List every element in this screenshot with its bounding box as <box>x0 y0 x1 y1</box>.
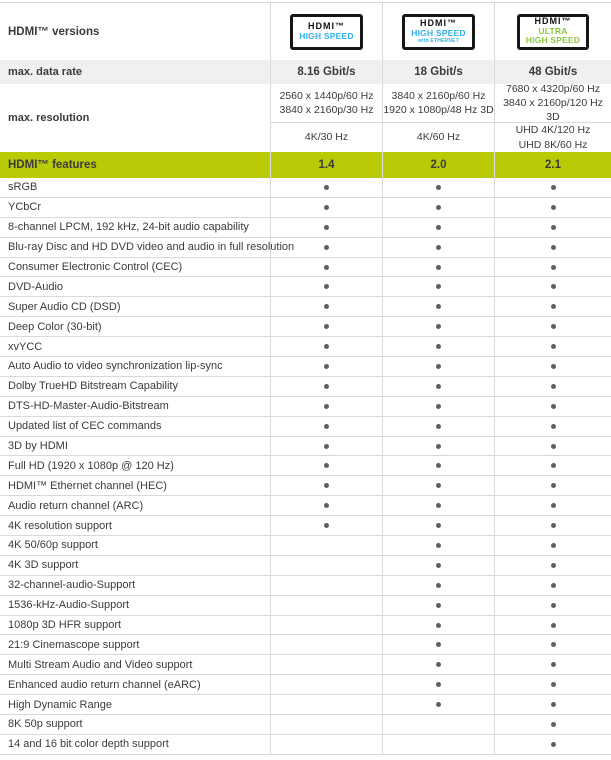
support-cell <box>270 596 382 615</box>
feature-label: YCbCr <box>8 201 42 214</box>
support-dot-icon <box>551 225 556 230</box>
feature-label: sRGB <box>8 181 38 194</box>
support-dot-icon <box>551 702 556 707</box>
support-dot-icon <box>324 265 329 270</box>
support-dot-icon <box>551 523 556 528</box>
feature-row <box>0 596 611 616</box>
support-dot-icon <box>436 324 441 329</box>
feature-row <box>0 238 611 258</box>
support-dot-icon <box>551 265 556 270</box>
support-dot-icon <box>551 463 556 468</box>
support-cell <box>494 297 611 316</box>
support-dot-icon <box>436 543 441 548</box>
support-dot-icon <box>436 702 441 707</box>
feature-row <box>0 297 611 317</box>
hdmi-logo-wordmark: HDMI™ <box>534 15 572 26</box>
support-dot-icon <box>551 205 556 210</box>
resolution-line: UHD 8K/60 Hz <box>518 138 588 151</box>
badge-speed-label: HIGH SPEED <box>299 30 354 41</box>
badge-ethernet-label: with ETHERNET <box>418 38 459 45</box>
support-dot-icon <box>551 543 556 548</box>
support-dot-icon <box>551 722 556 727</box>
support-cell <box>270 238 382 257</box>
support-cell <box>382 695 494 714</box>
support-cell <box>270 655 382 674</box>
support-cell <box>494 695 611 714</box>
support-dot-icon <box>436 205 441 210</box>
feature-label: xvYCC <box>8 340 43 353</box>
badge-speed-label: HIGH SPEED <box>525 35 581 46</box>
feature-row <box>0 377 611 397</box>
support-dot-icon <box>436 463 441 468</box>
support-cell <box>382 258 494 277</box>
resolution-line: 3840 x 2160p/60 Hz <box>391 89 486 102</box>
version-number: 1.4 <box>270 152 382 178</box>
resolution-primary-cell <box>494 84 611 122</box>
support-dot-icon <box>551 483 556 488</box>
support-cell <box>270 456 382 475</box>
support-dot-icon <box>436 682 441 687</box>
resolution-line: 3840 x 2160p/30 Hz <box>279 104 374 116</box>
support-cell <box>382 456 494 475</box>
support-cell <box>494 715 611 734</box>
support-dot-icon <box>324 503 329 508</box>
feature-row <box>0 456 611 476</box>
support-dot-icon <box>436 642 441 647</box>
hdmi-ultra-high-speed-badge <box>517 14 589 50</box>
support-cell <box>270 178 382 197</box>
support-dot-icon <box>551 324 556 329</box>
support-dot-icon <box>324 245 329 250</box>
support-dot-icon <box>551 245 556 250</box>
feature-label: Multi Stream Audio and Video support <box>8 658 193 671</box>
support-cell <box>494 596 611 615</box>
support-cell <box>382 616 494 635</box>
data-rate-row <box>0 60 611 84</box>
support-dot-icon <box>324 424 329 429</box>
feature-row <box>0 178 611 198</box>
support-cell <box>494 218 611 237</box>
support-dot-icon <box>324 404 329 409</box>
feature-row <box>0 218 611 238</box>
support-cell <box>382 178 494 197</box>
resolution-primary-cell <box>382 84 494 122</box>
support-dot-icon <box>551 185 556 190</box>
support-dot-icon <box>324 523 329 528</box>
feature-row <box>0 516 611 536</box>
feature-row <box>0 635 611 655</box>
feature-label: 8-channel LPCM, 192 kHz, 24-bit audio capability <box>8 221 249 234</box>
feature-row <box>0 417 611 437</box>
support-dot-icon <box>551 404 556 409</box>
feature-row <box>0 337 611 357</box>
support-cell <box>270 417 382 436</box>
support-dot-icon <box>551 563 556 568</box>
support-dot-icon <box>436 384 441 389</box>
feature-row <box>0 735 611 755</box>
feature-row <box>0 655 611 675</box>
feature-label: 21:9 Cinemascope support <box>8 638 140 651</box>
support-cell <box>382 317 494 336</box>
feature-row <box>0 198 611 218</box>
support-cell <box>494 556 611 575</box>
support-cell <box>494 258 611 277</box>
support-cell <box>270 377 382 396</box>
hdmi-high-speed-badge <box>290 14 362 50</box>
support-dot-icon <box>436 225 441 230</box>
support-dot-icon <box>551 742 556 747</box>
support-cell <box>494 476 611 495</box>
feature-row <box>0 556 611 576</box>
feature-label: 4K 50/60p support <box>8 539 98 552</box>
feature-row <box>0 258 611 278</box>
support-cell <box>270 735 382 754</box>
support-cell <box>494 317 611 336</box>
support-dot-icon <box>324 444 329 449</box>
support-cell <box>382 198 494 217</box>
features-body <box>0 178 611 755</box>
feature-row <box>0 357 611 377</box>
support-cell <box>494 238 611 257</box>
versions-cell-3 <box>494 3 611 60</box>
versions-row-label: HDMI™ versions <box>8 25 100 38</box>
support-dot-icon <box>551 682 556 687</box>
support-dot-icon <box>551 344 556 349</box>
support-cell <box>382 297 494 316</box>
feature-label: 32-channel-audio-Support <box>8 579 136 592</box>
support-dot-icon <box>324 324 329 329</box>
support-dot-icon <box>436 265 441 270</box>
support-cell <box>382 576 494 595</box>
support-cell <box>494 178 611 197</box>
feature-label: 4K resolution support <box>8 519 112 532</box>
support-dot-icon <box>436 563 441 568</box>
support-dot-icon <box>436 623 441 628</box>
support-cell <box>382 377 494 396</box>
support-dot-icon <box>324 364 329 369</box>
versions-cell-2 <box>382 3 494 60</box>
resolution-label: max. resolution <box>8 112 90 124</box>
version-number: 2.0 <box>382 152 494 178</box>
support-dot-icon <box>551 444 556 449</box>
support-dot-icon <box>324 344 329 349</box>
feature-row <box>0 277 611 297</box>
support-cell <box>270 616 382 635</box>
feature-row <box>0 397 611 417</box>
support-cell <box>382 556 494 575</box>
resolution-secondary-cell <box>494 122 611 152</box>
support-cell <box>494 357 611 376</box>
support-cell <box>382 437 494 456</box>
support-dot-icon <box>436 304 441 309</box>
support-cell <box>382 536 494 555</box>
support-dot-icon <box>551 424 556 429</box>
support-dot-icon <box>436 583 441 588</box>
support-cell <box>494 417 611 436</box>
support-cell <box>494 337 611 356</box>
feature-label: Enhanced audio return channel (eARC) <box>8 678 201 691</box>
resolution-line: 7680 x 4320p/60 Hz <box>506 82 600 95</box>
feature-row <box>0 576 611 596</box>
feature-row <box>0 715 611 735</box>
support-cell <box>270 397 382 416</box>
support-cell <box>494 496 611 515</box>
support-dot-icon <box>551 364 556 369</box>
support-cell <box>382 277 494 296</box>
support-dot-icon <box>436 444 441 449</box>
feature-label: 8K 50p support <box>8 718 83 731</box>
support-cell <box>270 357 382 376</box>
hdmi-comparison-table <box>0 2 611 755</box>
feature-label: Consumer Electronic Control (CEC) <box>8 261 183 273</box>
feature-label: 1080p 3D HFR support <box>8 619 122 632</box>
feature-label: Audio return channel (ARC) <box>8 499 144 512</box>
support-dot-icon <box>436 603 441 608</box>
hdmi-logo-wordmark: HDMI™ <box>308 20 345 31</box>
feature-row <box>0 695 611 715</box>
support-dot-icon <box>324 205 329 210</box>
feature-row <box>0 476 611 496</box>
support-cell <box>270 198 382 217</box>
support-cell <box>270 496 382 515</box>
support-dot-icon <box>436 503 441 508</box>
resolution-line: 1920 x 1080p/48 Hz 3D <box>383 104 494 116</box>
support-cell <box>382 337 494 356</box>
versions-row <box>0 3 611 60</box>
support-cell <box>270 635 382 654</box>
support-dot-icon <box>436 245 441 250</box>
support-cell <box>382 735 494 754</box>
support-dot-icon <box>436 185 441 190</box>
version-number: 2.1 <box>494 152 611 178</box>
support-cell <box>494 198 611 217</box>
resolution-line: 2560 x 1440p/60 Hz <box>279 89 374 102</box>
support-cell <box>494 536 611 555</box>
data-rate-value: 8.16 Gbit/s <box>270 60 382 84</box>
resolution-secondary-cell <box>270 122 382 152</box>
support-cell <box>382 675 494 694</box>
support-dot-icon <box>551 304 556 309</box>
support-cell <box>270 437 382 456</box>
support-dot-icon <box>324 304 329 309</box>
support-cell <box>494 635 611 654</box>
support-cell <box>382 218 494 237</box>
feature-label: 1536-kHz-Audio-Support <box>8 599 130 612</box>
features-header-row <box>0 152 611 178</box>
feature-label: Auto Audio to video synchronization lip-sync <box>8 360 223 373</box>
badge-speed-label: HIGH SPEED <box>411 27 466 38</box>
feature-label: 14 and 16 bit color depth support <box>8 738 169 751</box>
data-rate-value: 48 Gbit/s <box>494 60 611 84</box>
hdmi-logo-wordmark: HDMI™ <box>420 17 457 28</box>
support-cell <box>494 397 611 416</box>
resolution-secondary-cell <box>382 122 494 152</box>
feature-label: High Dynamic Range <box>8 698 112 711</box>
support-dot-icon <box>436 483 441 488</box>
feature-label: DTS-HD-Master-Audio-Bitstream <box>8 400 169 413</box>
support-cell <box>382 238 494 257</box>
badge-ultra-label: ULTRA <box>538 25 568 36</box>
feature-row <box>0 437 611 457</box>
support-cell <box>494 675 611 694</box>
support-dot-icon <box>436 284 441 289</box>
support-cell <box>494 516 611 535</box>
support-cell <box>270 476 382 495</box>
support-cell <box>382 397 494 416</box>
support-cell <box>494 655 611 674</box>
support-dot-icon <box>324 463 329 468</box>
support-cell <box>494 616 611 635</box>
feature-label: 3D by HDMI <box>8 440 68 453</box>
feature-label: HDMI™ Ethernet channel (HEC) <box>8 479 167 492</box>
feature-label: Updated list of CEC commands <box>8 420 162 433</box>
support-cell <box>494 277 611 296</box>
feature-row <box>0 317 611 337</box>
support-cell <box>270 297 382 316</box>
support-cell <box>270 556 382 575</box>
support-dot-icon <box>551 384 556 389</box>
resolution-line: 3840 x 2160p/120 Hz 3D <box>503 96 603 124</box>
support-cell <box>382 635 494 654</box>
support-cell <box>382 516 494 535</box>
support-dot-icon <box>324 225 329 230</box>
support-dot-icon <box>436 662 441 667</box>
support-dot-icon <box>551 503 556 508</box>
data-rate-label: max. data rate <box>8 66 82 78</box>
feature-label: Deep Color (30-bit) <box>8 320 102 333</box>
data-rate-value: 18 Gbit/s <box>382 60 494 84</box>
support-dot-icon <box>324 384 329 389</box>
feature-row <box>0 675 611 695</box>
support-dot-icon <box>324 185 329 190</box>
support-cell <box>270 675 382 694</box>
support-dot-icon <box>436 523 441 528</box>
versions-cell-1 <box>270 3 382 60</box>
support-dot-icon <box>551 603 556 608</box>
support-cell <box>270 258 382 277</box>
support-dot-icon <box>324 284 329 289</box>
support-cell <box>270 218 382 237</box>
support-cell <box>382 476 494 495</box>
support-cell <box>270 576 382 595</box>
support-dot-icon <box>436 404 441 409</box>
support-dot-icon <box>551 642 556 647</box>
support-cell <box>270 516 382 535</box>
feature-label: DVD-Audio <box>8 280 64 293</box>
feature-label: Dolby TrueHD Bitstream Capability <box>8 380 178 393</box>
feature-label: Super Audio CD (DSD) <box>8 300 121 313</box>
support-cell <box>270 536 382 555</box>
feature-label: 4K 3D support <box>8 559 79 572</box>
feature-row <box>0 496 611 516</box>
support-cell <box>270 715 382 734</box>
support-cell <box>270 317 382 336</box>
support-cell <box>382 715 494 734</box>
feature-label: Full HD (1920 x 1080p @ 120 Hz) <box>8 459 174 472</box>
resolution-line: 4K/60 Hz <box>416 131 461 144</box>
support-cell <box>494 456 611 475</box>
support-cell <box>382 496 494 515</box>
support-dot-icon <box>551 284 556 289</box>
resolution-row <box>0 84 611 152</box>
features-header-label: HDMI™ features <box>8 159 97 171</box>
support-cell <box>382 655 494 674</box>
support-cell <box>494 377 611 396</box>
feature-row <box>0 536 611 556</box>
support-dot-icon <box>551 623 556 628</box>
support-cell <box>270 277 382 296</box>
support-dot-icon <box>551 662 556 667</box>
support-cell <box>382 417 494 436</box>
hdmi-high-speed-ethernet-badge <box>402 14 474 50</box>
feature-label: Blu-ray Disc and HD DVD video and audio in full resolution <box>8 241 295 254</box>
support-cell <box>494 437 611 456</box>
support-cell <box>382 596 494 615</box>
resolution-line: UHD 4K/120 Hz <box>515 124 591 137</box>
resolution-line: 4K/30 Hz <box>304 131 349 144</box>
support-dot-icon <box>324 483 329 488</box>
support-cell <box>270 337 382 356</box>
support-dot-icon <box>436 424 441 429</box>
support-cell <box>494 735 611 754</box>
support-dot-icon <box>551 583 556 588</box>
support-dot-icon <box>436 364 441 369</box>
support-cell <box>494 576 611 595</box>
support-cell <box>270 695 382 714</box>
support-cell <box>382 357 494 376</box>
resolution-primary-cell <box>270 84 382 122</box>
feature-row <box>0 616 611 636</box>
support-dot-icon <box>436 344 441 349</box>
